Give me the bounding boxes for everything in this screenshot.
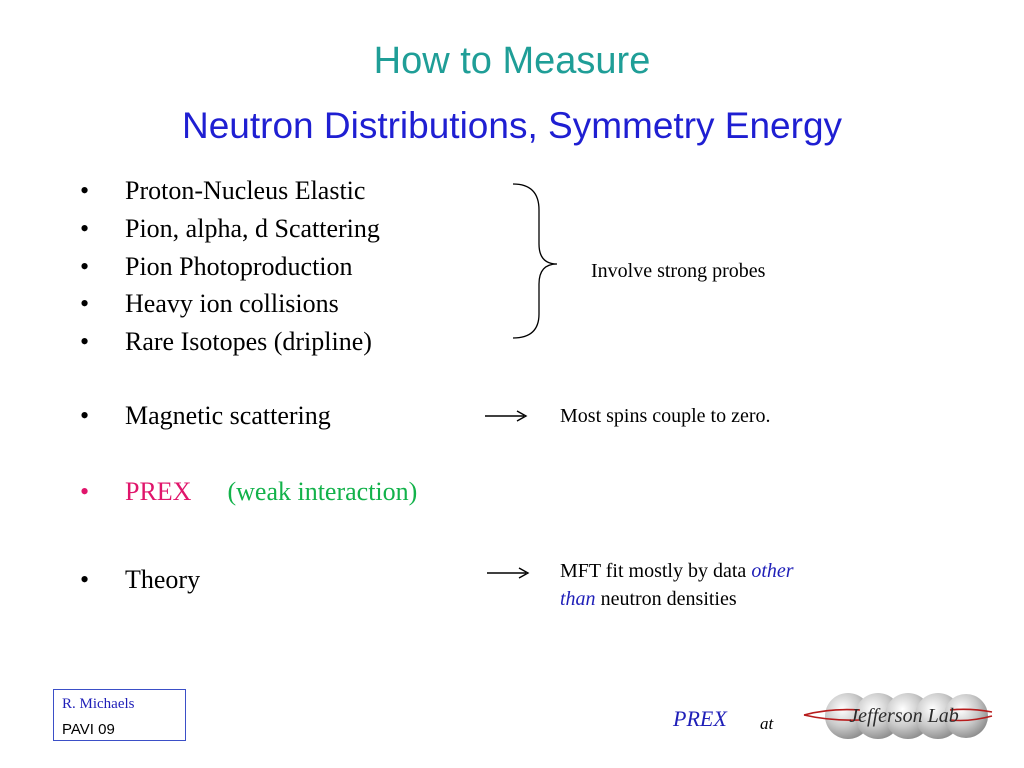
footer-at: at <box>760 714 774 733</box>
slide-title: How to Measure <box>373 40 651 82</box>
theory-note-text: neutron densities <box>595 588 737 610</box>
bullet-text: Heavy ion collisions <box>125 289 339 318</box>
jefferson-lab-logo <box>800 688 996 744</box>
bullet-dot: • <box>80 401 90 430</box>
bullet-text: Pion Photoproduction <box>125 252 353 281</box>
theory-note <box>560 557 794 613</box>
bullet-dot: • <box>80 565 90 594</box>
bullet-text: Pion, alpha, d Scattering <box>125 214 380 243</box>
bullet-text: Rare Isotopes (dripline) <box>125 327 372 356</box>
theory-note-emphasis: other <box>751 560 794 582</box>
bullet-prex <box>80 477 417 507</box>
bullet-magnetic-scattering <box>80 401 331 431</box>
magnetic-note: Most spins couple to zero. <box>560 405 771 427</box>
curly-brace-icon <box>505 180 565 342</box>
logo-text: Jefferson Lab <box>849 705 959 727</box>
theory-note-text: MFT fit mostly by data <box>560 560 752 582</box>
bullet-pion-scattering <box>80 214 380 244</box>
bullet-theory <box>80 565 200 595</box>
bullet-dot: • <box>80 176 90 205</box>
slide-subtitle: Neutron Distributions, Symmetry Energy <box>181 105 843 146</box>
bullet-heavy-ion <box>80 289 339 319</box>
bullet-text: Proton-Nucleus Elastic <box>125 176 366 205</box>
prex-label: PREX <box>125 477 192 506</box>
bullet-rare-isotopes <box>80 327 372 357</box>
bullet-dot: • <box>80 214 90 243</box>
bullet-text: Magnetic scattering <box>125 401 331 430</box>
bullet-dot: • <box>80 289 90 318</box>
theory-note-emphasis: than <box>560 588 596 610</box>
bullet-pion-photoproduction <box>80 252 353 282</box>
bullet-text: Theory <box>125 565 201 594</box>
bullet-dot: • <box>80 252 90 281</box>
footer-conference: PAVI 09 <box>62 721 115 738</box>
footer-prex: PREX <box>673 706 727 731</box>
arrow-right-icon <box>486 565 532 581</box>
bullet-proton-nucleus <box>80 176 365 206</box>
bullet-dot: • <box>80 327 90 356</box>
weak-interaction-label: (weak interaction) <box>227 477 418 506</box>
bullet-dot: • <box>80 477 90 506</box>
footer-author: R. Michaels <box>62 696 135 712</box>
strong-probes-note: Involve strong probes <box>591 260 766 282</box>
arrow-right-icon <box>484 408 530 424</box>
